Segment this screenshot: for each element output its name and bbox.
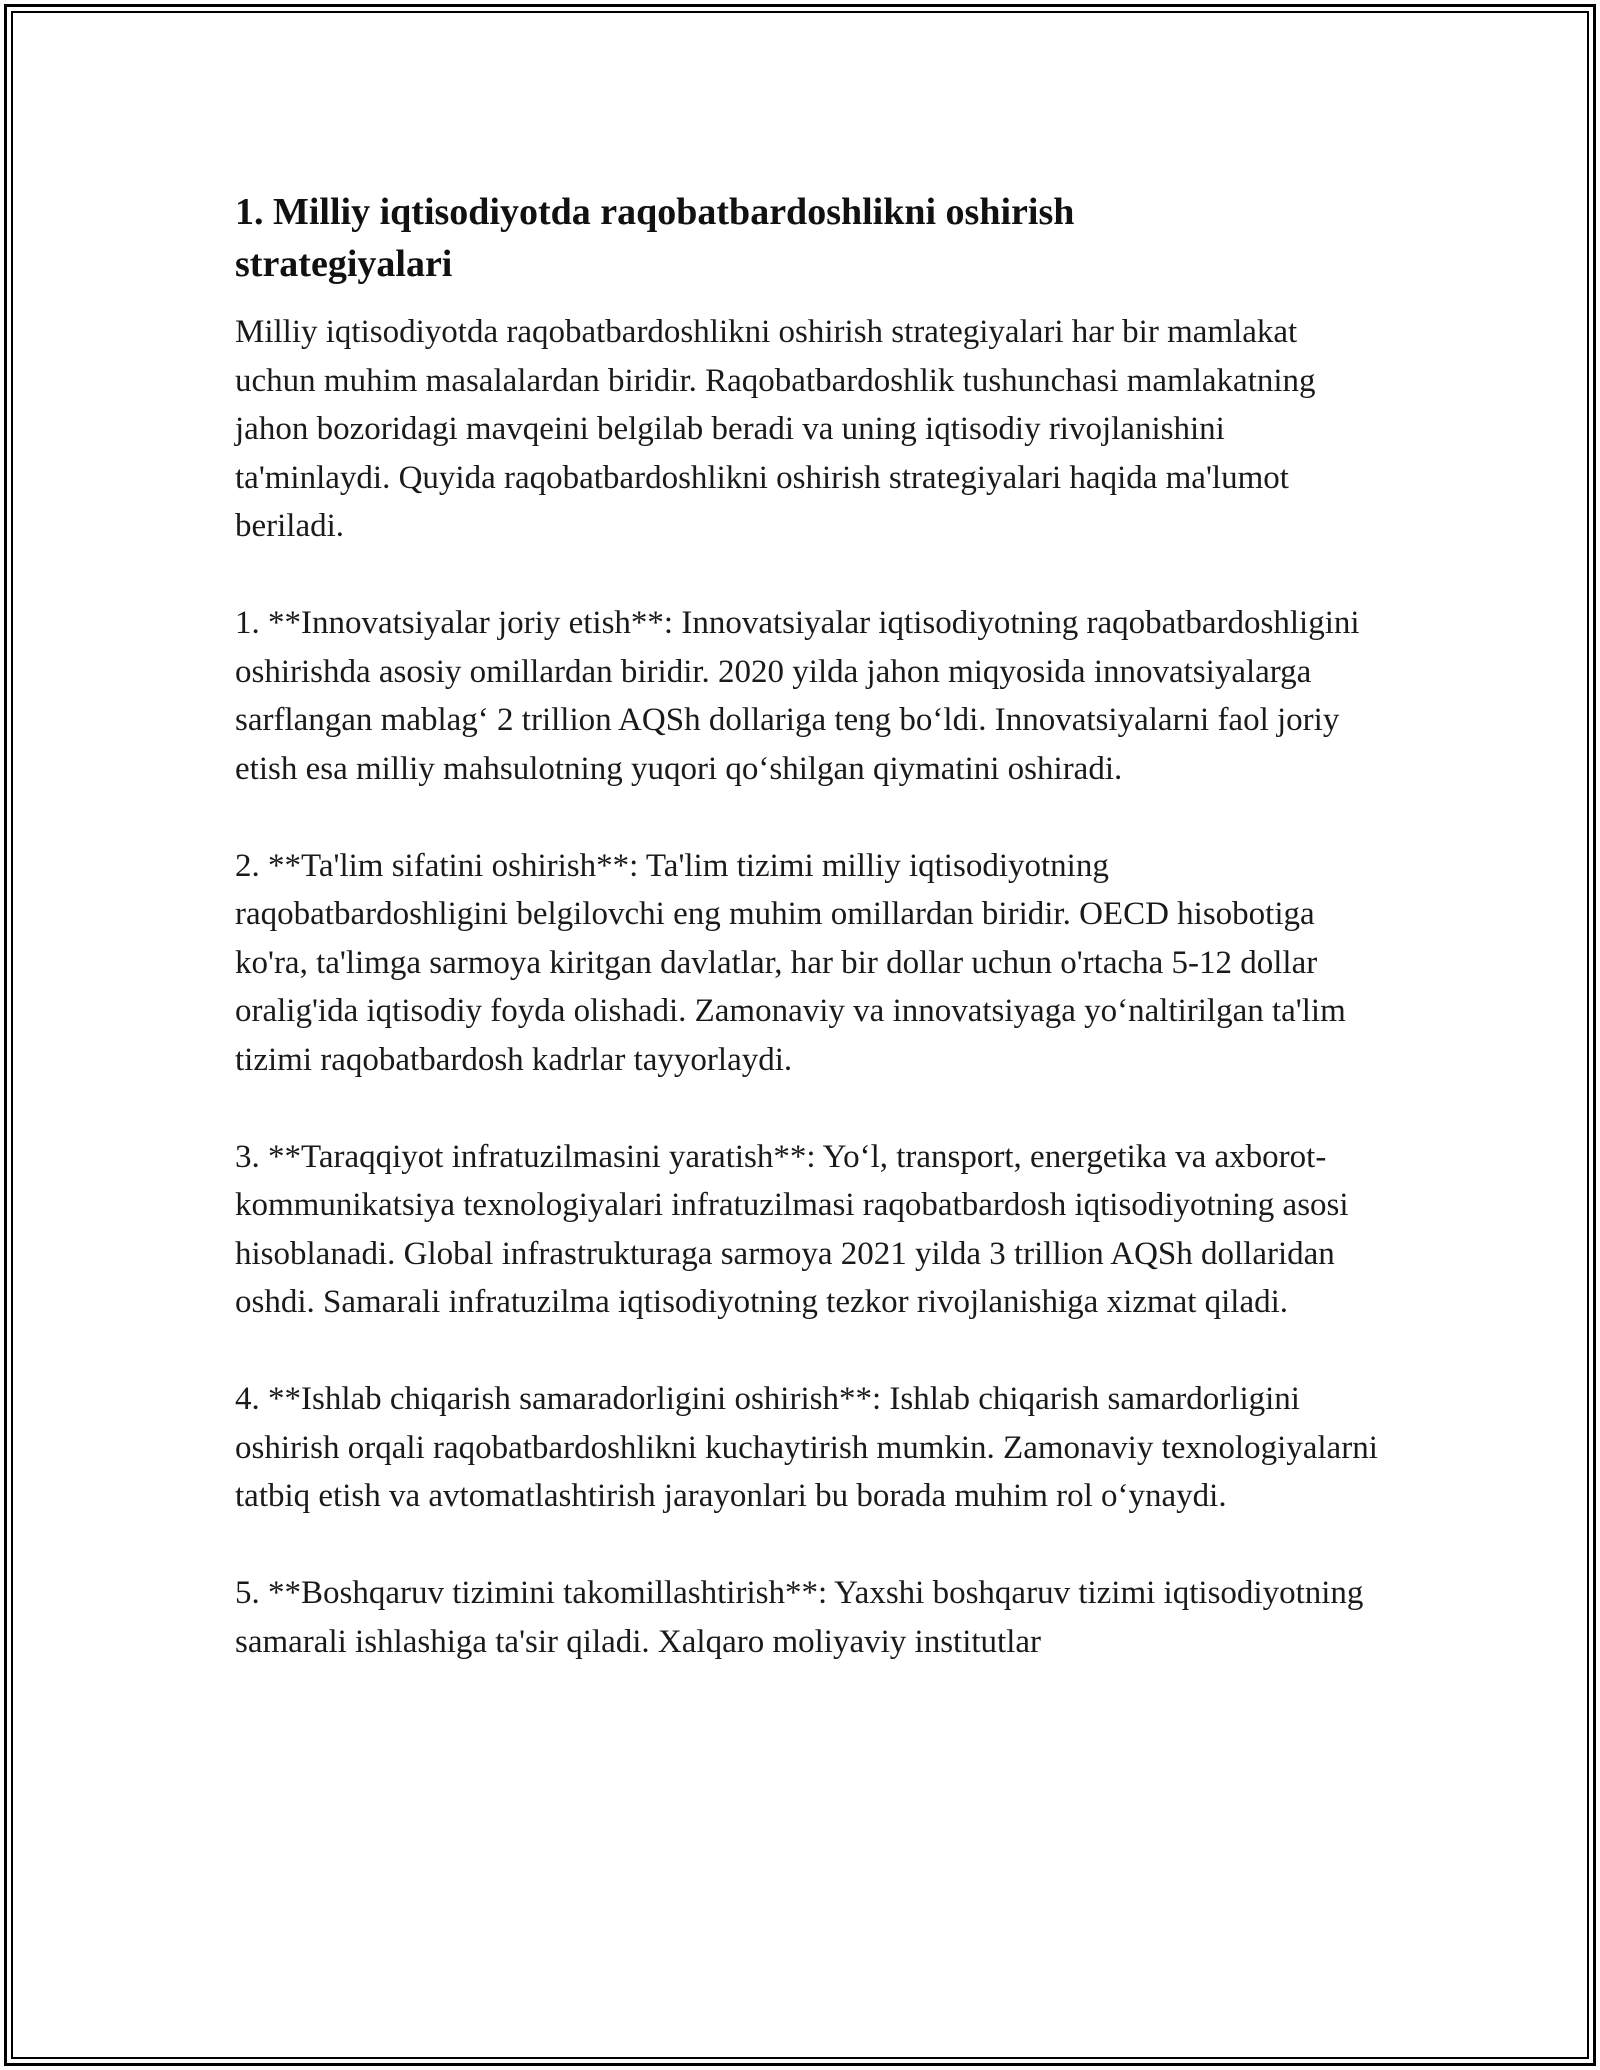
- intro-paragraph: Milliy iqtisodiyotda raqobatbardoshlikni oshirish strategiyalari har bir mamlakat uchun muhim masalalardan biridir. Raqobatbardoshlik tushunchasi mamlakatning jahon bozoridagi mavqeini belgilab beradi va uning iqtisodiy rivojlanishini ta'minlaydi. Quyida raqobatbardoshlikni oshirish strategiyalari haqida ma'lumot beriladi.: [235, 314, 1316, 544]
- strategy-item-education: 2. **Ta'lim sifatini oshirish**: Ta'lim tizimi milliy iqtisodiyotning raqobatbardoshligini belgilovchi eng muhim omillardan biridir. OECD hisobotiga ko'ra, ta'limga sarmoya kiritgan davlatlar, har bir dollar uchun o'rtacha 5-12 dollar oralig'ida iqtisodiy foyda olishadi. Zamonaviy va innovatsiyaga yo‘naltirilgan ta'lim tizimi raqobatbardosh kadrlar tayyorlaydi.: [235, 847, 1346, 1078]
- document-title: 1. Milliy iqtisodiyotda raqobatbardoshlikni oshirish strategiyalari: [235, 191, 1075, 285]
- document-body: [235, 186, 1385, 1666]
- strategy-item-innovations: 1. **Innovatsiyalar joriy etish**: Innovatsiyalar iqtisodiyotning raqobatbardoshligini oshirishda asosiy omillardan biridir. 2020 yilda jahon miqyosida innovatsiyalarga sarflangan mablag‘ 2 trillion AQSh dollariga teng bo‘ldi. Innovatsiyalarni faol joriy etish esa milliy mahsulotning yuqori qo‘shilgan qiymatini oshiradi.: [235, 605, 1360, 787]
- strategy-list: [235, 599, 1385, 1666]
- strategy-item-governance: 5. **Boshqaruv tizimini takomillashtirish**: Yaxshi boshqaruv tizimi iqtisodiyotning samarali ishlashiga ta'sir qiladi. Xalqaro moliyaviy institutlar: [235, 1575, 1364, 1660]
- strategy-item-production-efficiency: 4. **Ishlab chiqarish samaradorligini oshirish**: Ishlab chiqarish samardorligini oshirish orqali raqobatbardoshlikni kuchaytirish mumkin. Zamonaviy texnologiyalarni tatbiq etish va avtomatlashtirish jarayonlari bu borada muhim rol o‘ynaydi.: [235, 1381, 1378, 1514]
- strategy-item-infrastructure: 3. **Taraqqiyot infratuzilmasini yaratish**: Yo‘l, transport, energetika va axborot-kommunikatsiya texnologiyalari infratuzilmasi raqobatbardosh iqtisodiyotning asosi hisoblanadi. Global infrastrukturaga sarmoya 2021 yilda 3 trillion AQSh dollaridan oshdi. Samarali infratuzilma iqtisodiyotning tezkor rivojlanishiga xizmat qiladi.: [235, 1138, 1349, 1320]
